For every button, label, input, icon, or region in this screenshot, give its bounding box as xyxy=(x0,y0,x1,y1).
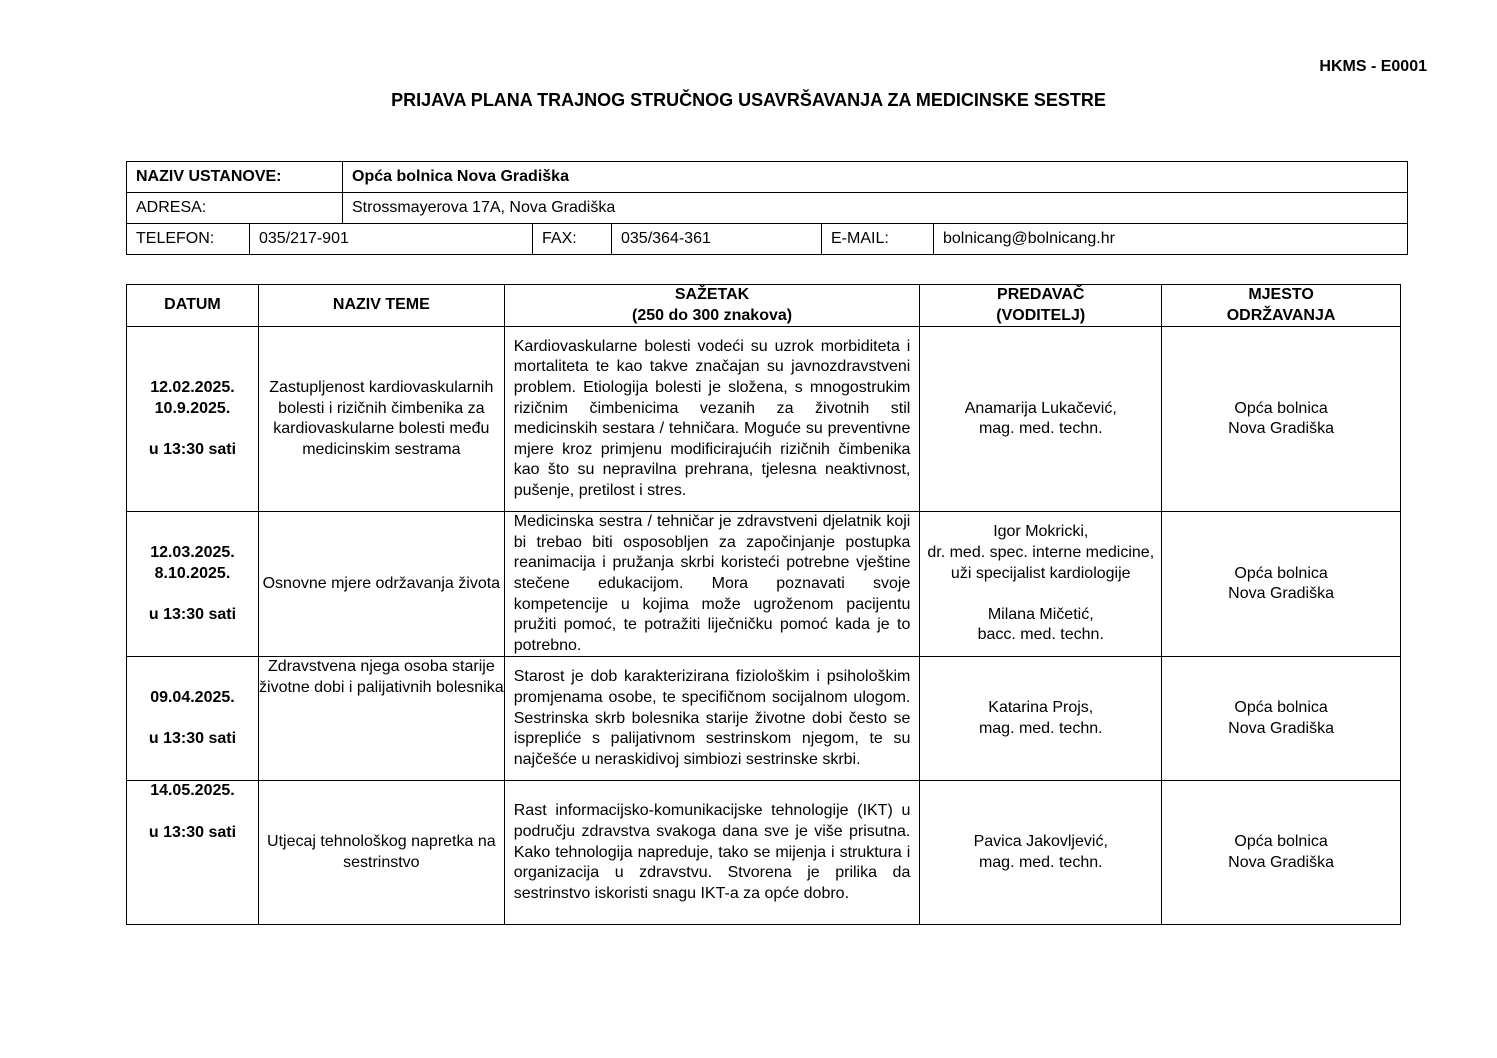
header-place xyxy=(1162,285,1401,327)
date-cell xyxy=(127,657,259,781)
topic-cell: Zdravstvena njega osoba starije životne dobi i palijativnih bolesnika xyxy=(258,657,504,781)
time: u 13:30 sati xyxy=(148,440,237,458)
date-first: 12.03.2025. xyxy=(150,544,235,562)
education-plan-table xyxy=(126,284,1401,925)
table-row xyxy=(127,657,1401,781)
header-summary xyxy=(504,285,920,327)
place-cell: Opća bolnica Nova Gradiška xyxy=(1162,781,1401,925)
page-title: PRIJAVA PLANA TRAJNOG STRUČNOG USAVRŠAVANJA ZA MEDICINSKE SESTRE xyxy=(391,90,1106,110)
table-row xyxy=(127,327,1401,512)
summary-cell: Rast informacijsko-komunikacijske tehnologije (IKT) u području zdravstva svakoga dana sve je više prisutna. Kako tehnologija napreduje, tako se mijenja i struktura i organizacija u zdravstvu. Stvorena je prilika da sestrinstvo iskoristi snagu IKT-a za opće dobro. xyxy=(504,781,920,925)
institution-contact-row xyxy=(127,224,1408,255)
form-code: HKMS - E0001 xyxy=(1319,58,1427,75)
date-first: 12.02.2025. xyxy=(150,379,235,396)
date-second: 8.10.2025. xyxy=(154,564,231,582)
header-lecturer xyxy=(920,285,1162,327)
phone-value: 035/217-901 xyxy=(250,224,533,255)
lecturer-cell: Pavica Jakovljević, mag. med. techn. xyxy=(920,781,1162,925)
date-second: 10.9.2025. xyxy=(154,399,231,417)
email-value: bolnicang@bolnicang.hr xyxy=(934,224,1408,255)
date-cell xyxy=(127,512,259,657)
lecturer-cell: Igor Mokricki, dr. med. spec. interne medicine, uži specijalist kardiologije Milana Mičetić, bacc. med. techn. xyxy=(920,512,1162,657)
date-first: 09.04.2025. xyxy=(150,688,235,706)
header-place-title: MJESTO xyxy=(1248,286,1314,303)
address-value: Strossmayerova 17A, Nova Gradiška xyxy=(343,193,1408,224)
date-cell xyxy=(127,327,259,512)
header-date: DATUM xyxy=(127,285,259,327)
email-label: E-MAIL: xyxy=(822,224,934,255)
place-cell: Opća bolnica Nova Gradiška xyxy=(1162,327,1401,512)
institution-table xyxy=(126,161,1408,255)
institution-address-row xyxy=(127,193,1408,224)
table-header-row xyxy=(127,285,1401,327)
header-summary-subtitle: (250 do 300 znakova) xyxy=(632,306,793,324)
lecturer-cell: Anamarija Lukačević, mag. med. techn. xyxy=(920,327,1162,512)
header-lecturer-subtitle: (VODITELJ) xyxy=(996,306,1086,324)
summary-cell: Starost je dob karakterizirana fiziološkim i psihološkim promjenama osobe, te specifičnom socijalnom ulogom. Sestrinska skrb bolesnika starije životne dobi često se isprepliće s palijativnom sestrinskom njegom, te su najčešće u neraskidivoj simbiozi sestrinske skrbi. xyxy=(504,657,920,781)
phone-label: TELEFON: xyxy=(127,224,250,255)
topic-cell: Utjecaj tehnološkog napretka na sestrinstvo xyxy=(258,781,504,925)
institution-name-label: NAZIV USTANOVE: xyxy=(127,162,343,193)
summary-cell: Kardiovaskularne bolesti vodeći su uzrok morbiditeta i mortaliteta te kao takve značajan su javnozdravstveni problem. Etiologija bolesti je složena, s mnogostrukim rizičnim čimbenicima vezanih za životnih stil medicinskih sestara / tehničara. Moguće su preventivne mjere kroz primjenu modificirajućih rizičnih čimbenika kao što su nepravilna prehrana, tjelesna neaktivnost, pušenje, pretilost i stres. xyxy=(504,327,920,512)
time: u 13:30 sati xyxy=(148,730,237,748)
institution-name-value: Opća bolnica Nova Gradiška xyxy=(343,162,1408,193)
date-first: 14.05.2025. xyxy=(150,782,235,800)
time: u 13:30 sati xyxy=(148,605,237,623)
date-cell xyxy=(127,781,259,925)
time: u 13:30 sati xyxy=(148,823,237,841)
table-row xyxy=(127,781,1401,925)
fax-value: 035/364-361 xyxy=(612,224,822,255)
lecturer-cell: Katarina Projs, mag. med. techn. xyxy=(920,657,1162,781)
header-summary-title: SAŽETAK xyxy=(674,286,750,303)
summary-cell: Medicinska sestra / tehničar je zdravstveni djelatnik koji bi trebao biti osposobljen za započinjanje postupka reanimacija i pružanja skrbi koristeći potrebne vještine stečene edukacijom. Mora poznavati svoje kompetencije u kojima može ugroženom pacijentu pružiti pomoć, te potražiti liječničku pomoć kada je to potrebno. xyxy=(504,512,920,657)
header-topic: NAZIV TEME xyxy=(258,285,504,327)
place-cell: Opća bolnica Nova Gradiška xyxy=(1162,512,1401,657)
header-place-subtitle: ODRŽAVANJA xyxy=(1226,306,1336,324)
institution-name-row xyxy=(127,162,1408,193)
address-label: ADRESA: xyxy=(127,193,343,224)
topic-cell: Zastupljenost kardiovaskularnih bolesti i rizičnih čimbenika za kardiovaskularne bolesti među medicinskim sestrama xyxy=(258,327,504,512)
header-lecturer-title: PREDAVAČ xyxy=(997,286,1085,303)
place-cell: Opća bolnica Nova Gradiška xyxy=(1162,657,1401,781)
fax-label: FAX: xyxy=(533,224,612,255)
table-row xyxy=(127,512,1401,657)
topic-cell: Osnovne mjere održavanja života xyxy=(258,512,504,657)
